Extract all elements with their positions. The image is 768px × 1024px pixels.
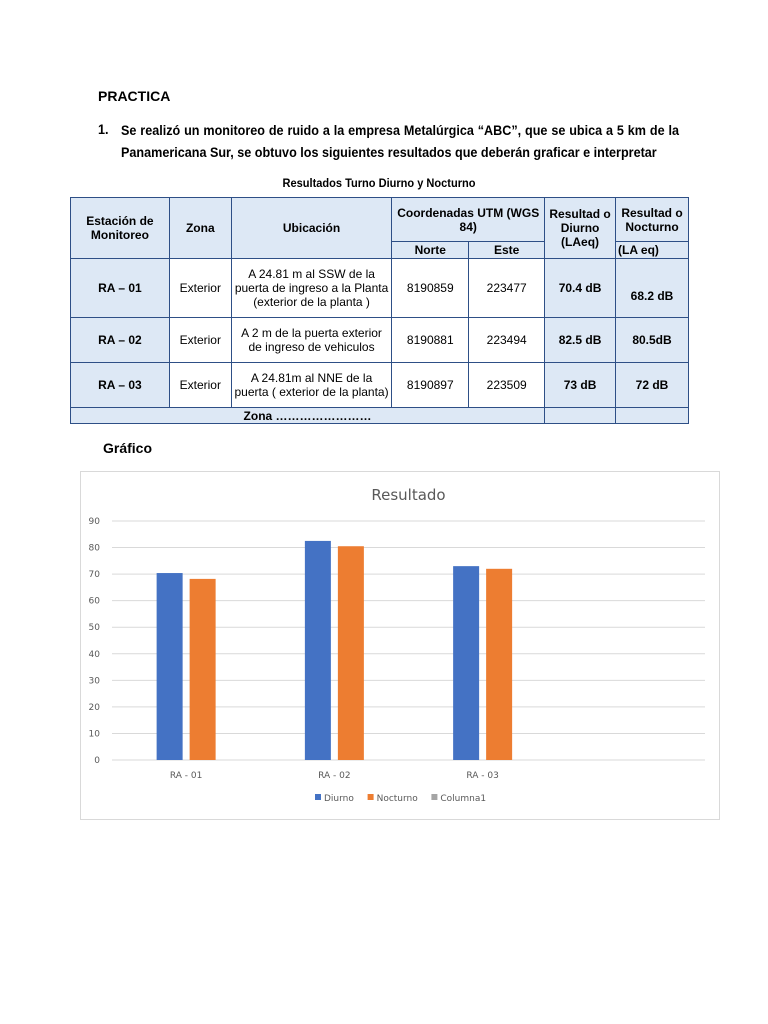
bar-diurno-1: [157, 573, 183, 760]
y-tick-label: 60: [88, 596, 100, 607]
cell-empty: [616, 408, 689, 424]
legend-swatch-diurno: [315, 794, 321, 800]
cell-ubicacion: A 2 m de la puerta exterior de ingreso de vehiculos: [231, 318, 392, 363]
cell-este: 223509: [469, 363, 545, 408]
legend-swatch-nocturno: [368, 794, 374, 800]
bar-nocturno-3: [486, 569, 512, 760]
y-tick-label: 30: [88, 676, 100, 687]
cell-nocturno: 80.5dB: [616, 318, 689, 363]
x-tick-label: RA - 03: [466, 771, 499, 781]
header-estacion: Estación de Monitoreo: [71, 198, 170, 259]
cell-zona: Exterior: [169, 259, 231, 318]
legend-label: Diurno: [324, 794, 354, 804]
cell-norte: 8190859: [392, 259, 469, 318]
y-tick-label: 70: [88, 570, 100, 581]
results-table: [70, 197, 689, 424]
question-text: Se realizó un monitoreo de ruido a la empresa Metalúrgica “ABC”, que se ubica a 5 km de la Panamericana Sur, se obtuvo los siguientes resultados que deberán graficar e interpretar: [121, 122, 679, 160]
legend-swatch-columna1: [431, 794, 437, 800]
legend-label: Nocturno: [376, 794, 418, 804]
cell-estacion: RA – 02: [71, 318, 170, 363]
cell-estacion: RA – 01: [71, 259, 170, 318]
header-norte: Norte: [392, 242, 469, 259]
y-tick-label: 90: [88, 517, 100, 527]
table-row: [71, 259, 689, 318]
y-tick-label: 10: [88, 729, 100, 740]
bar-nocturno-1: [190, 579, 216, 760]
cell-diurno: 70.4 dB: [545, 259, 616, 318]
table-footer-row: [71, 408, 689, 424]
cell-diurno: 82.5 dB: [545, 318, 616, 363]
cell-nocturno: 68.2 dB: [616, 259, 689, 318]
y-tick-label: 20: [88, 702, 100, 713]
cell-ubicacion: A 24.81 m al SSW de la puerta de ingreso a la Planta (exterior de la planta ): [231, 259, 392, 318]
chart-frame: [80, 471, 720, 820]
cell-zona: Exterior: [169, 318, 231, 363]
bar-diurno-3: [453, 566, 479, 760]
cell-norte: 8190881: [392, 318, 469, 363]
bar-chart: [81, 472, 719, 819]
bar-diurno-2: [305, 541, 331, 760]
cell-estacion: RA – 03: [71, 363, 170, 408]
y-tick-label: 0: [94, 756, 100, 766]
legend-label: Columna1: [440, 794, 487, 804]
header-nocturno: Resultad o Nocturno: [616, 198, 689, 242]
cell-norte: 8190897: [392, 363, 469, 408]
chart-title: Resultado: [371, 486, 446, 504]
bar-nocturno-2: [338, 546, 364, 760]
cell-zona-footer: Zona ……………………: [71, 408, 545, 424]
page-heading: PRACTICA: [98, 88, 171, 104]
cell-zona: Exterior: [169, 363, 231, 408]
cell-diurno: 73 dB: [545, 363, 616, 408]
table-row: [71, 318, 689, 363]
header-este: Este: [469, 242, 545, 259]
cell-este: 223477: [469, 259, 545, 318]
table-title: Resultados Turno Diurno y Nocturno: [282, 176, 476, 190]
cell-empty: [545, 408, 616, 424]
cell-ubicacion: A 24.81m al NNE de la puerta ( exterior de la planta): [231, 363, 392, 408]
x-tick-label: RA - 02: [318, 771, 351, 781]
header-zona: Zona: [169, 198, 231, 259]
y-tick-label: 80: [88, 543, 100, 554]
cell-nocturno: 72 dB: [616, 363, 689, 408]
question-number: 1.: [98, 121, 109, 137]
header-nocturno-unit: (LA eq): [616, 242, 689, 259]
x-tick-label: RA - 01: [169, 771, 203, 781]
header-ubicacion: Ubicación: [231, 198, 392, 259]
y-tick-label: 40: [88, 649, 100, 660]
cell-este: 223494: [469, 318, 545, 363]
table-row: [71, 363, 689, 408]
header-coordenadas: Coordenadas UTM (WGS 84): [392, 198, 545, 242]
y-tick-label: 50: [88, 623, 100, 634]
header-diurno: Resultad o Diurno (LAeq): [545, 198, 616, 259]
grafico-label: Gráfico: [103, 440, 153, 456]
